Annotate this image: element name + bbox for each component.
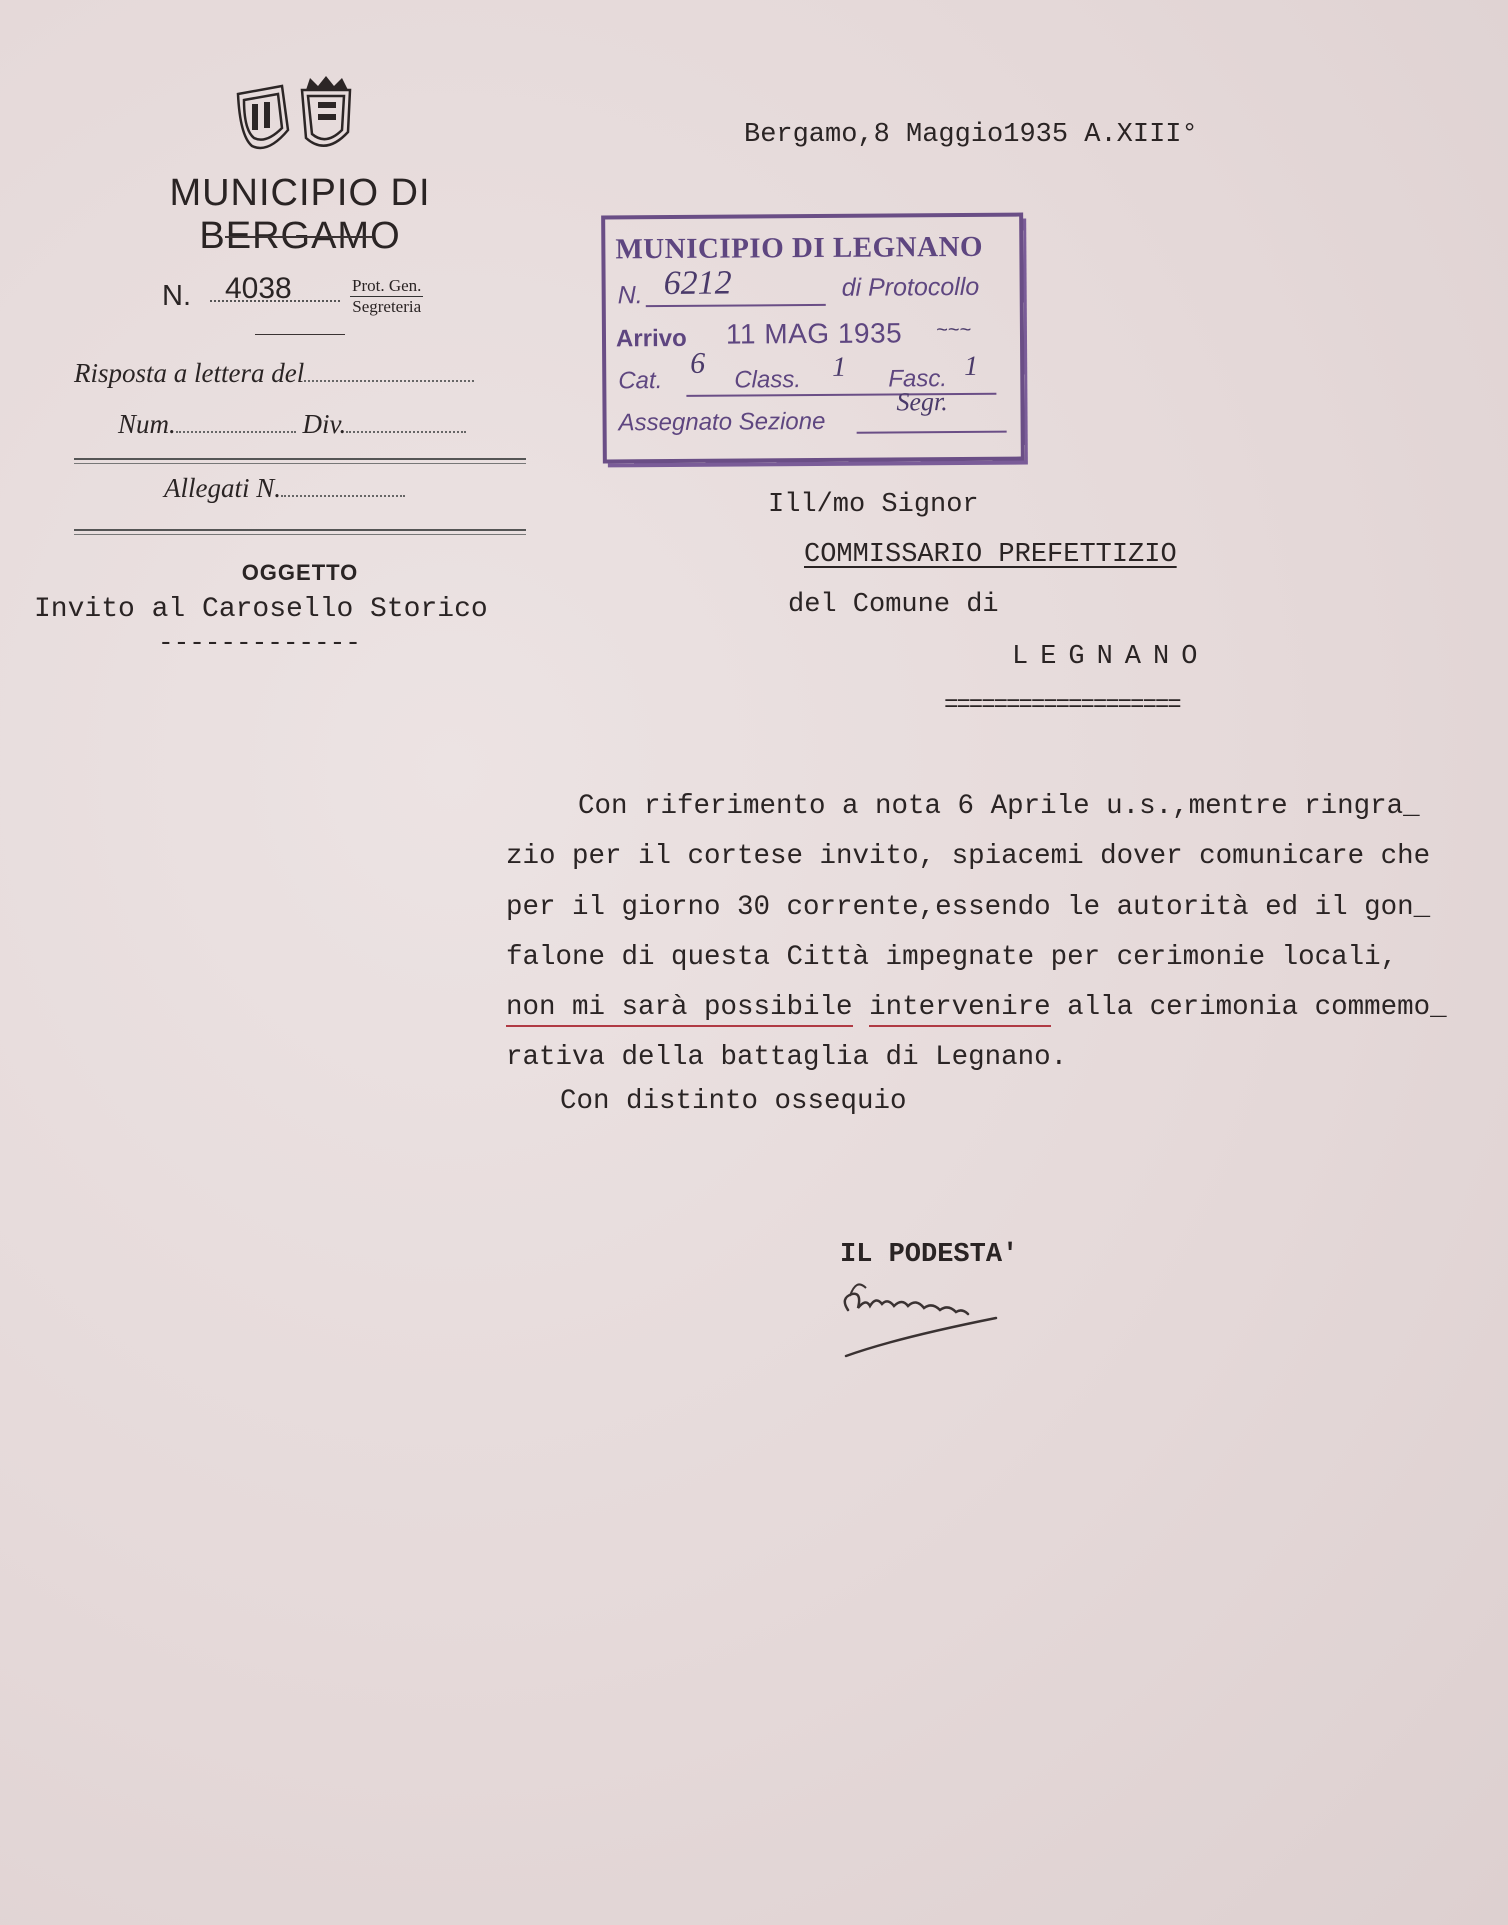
address-rule: =================== (944, 692, 1180, 719)
stamp-cat-value: 6 (690, 346, 706, 380)
dotline (304, 362, 474, 382)
body-line: falone di questa Città impegnate per cerimonie locali, (506, 941, 1398, 973)
letter-body (506, 782, 1506, 1084)
divider (255, 334, 345, 335)
stamp-class-value: 1 (832, 351, 847, 383)
closing-formula: Con distinto ossequio (560, 1086, 907, 1117)
stamp-n-label: N. (617, 281, 643, 310)
protocol-office-line2: Segreteria (352, 297, 422, 316)
stamp-line (646, 304, 826, 307)
body-underlined-phrase: non mi sarà possibile (506, 992, 853, 1027)
dotline (346, 413, 466, 433)
address-recipient: COMMISSARIO PREFETTIZIO (804, 540, 1177, 570)
subject-text: Invito al Carosello Storico (34, 594, 488, 625)
protocol-office (350, 276, 423, 317)
stamp-arrival-label: Arrivo (615, 324, 687, 353)
body-line: Con riferimento a nota 6 Aprile u.s.,mentre ringra_ (578, 791, 1420, 822)
body-line: alla cerimonia commemo_ (1067, 992, 1447, 1024)
stamp-line (857, 431, 1007, 434)
subject-label: OGGETTO (241, 560, 359, 585)
stamp-line (686, 393, 996, 397)
address-comune: del Comune di (788, 590, 999, 620)
double-divider (74, 529, 526, 535)
body-line: rativa della battaglia di Legnano. (506, 1042, 1068, 1074)
stamp-class-label: Class. (734, 366, 802, 394)
protocol-office-line1: Prot. Gen. (352, 276, 422, 295)
municipality-name: MUNICIPIO DI BERGAMO (169, 172, 431, 257)
address-city: LEGNANO (1012, 642, 1210, 672)
double-divider (74, 458, 526, 464)
stamp-assigned-value: Segr. (896, 387, 948, 417)
dotline (281, 477, 405, 497)
handwritten-signature (836, 1268, 1006, 1358)
stamp-scribble: ~~~ (935, 318, 972, 342)
body-line: zio per il cortese invito, spiacemi dover comunicare che (506, 841, 1431, 873)
arrival-stamp (601, 213, 1025, 464)
stamp-title: MUNICIPIO DI LEGNANO (615, 230, 984, 266)
protocol-number-value: 4038 (225, 272, 292, 305)
attachments-field (164, 473, 405, 504)
body-line: per il giorno 30 corrente,essendo le autorità ed il gon_ (506, 891, 1431, 923)
stamp-fasc-label: Fasc. (888, 365, 948, 393)
stamp-fasc-value: 1 (964, 350, 979, 382)
subject-underline: ------------- (158, 628, 361, 658)
protocol-number-dotline (210, 300, 340, 302)
reply-to-letter-label: Risposta a lettera del (74, 358, 305, 388)
signatory-title: IL PODESTA' (840, 1240, 1019, 1270)
protocol-number-label: N. (162, 280, 191, 312)
reply-to-letter-field (74, 358, 474, 389)
divider (225, 236, 373, 238)
dotline (176, 413, 296, 433)
stamp-protocol-label: di Protocollo (841, 272, 980, 302)
stamp-assigned-label: Assegnato Sezione (618, 407, 826, 437)
date-line: Bergamo,8 Maggio1935 A.XIII° (744, 120, 1198, 150)
stamp-arrival-date: 11 MAG 1935 (725, 317, 903, 350)
coat-of-arms-icon (232, 76, 362, 160)
num-div-field (118, 409, 466, 440)
attachments-label: Allegati N. (164, 473, 281, 503)
body-underlined-word: intervenire (869, 992, 1051, 1027)
stamp-cat-label: Cat. (618, 367, 663, 395)
stamp-n-value: 6212 (663, 264, 732, 303)
address-salutation: Ill/mo Signor (768, 490, 979, 520)
div-label: Div. (302, 409, 347, 439)
num-label: Num. (118, 409, 176, 439)
